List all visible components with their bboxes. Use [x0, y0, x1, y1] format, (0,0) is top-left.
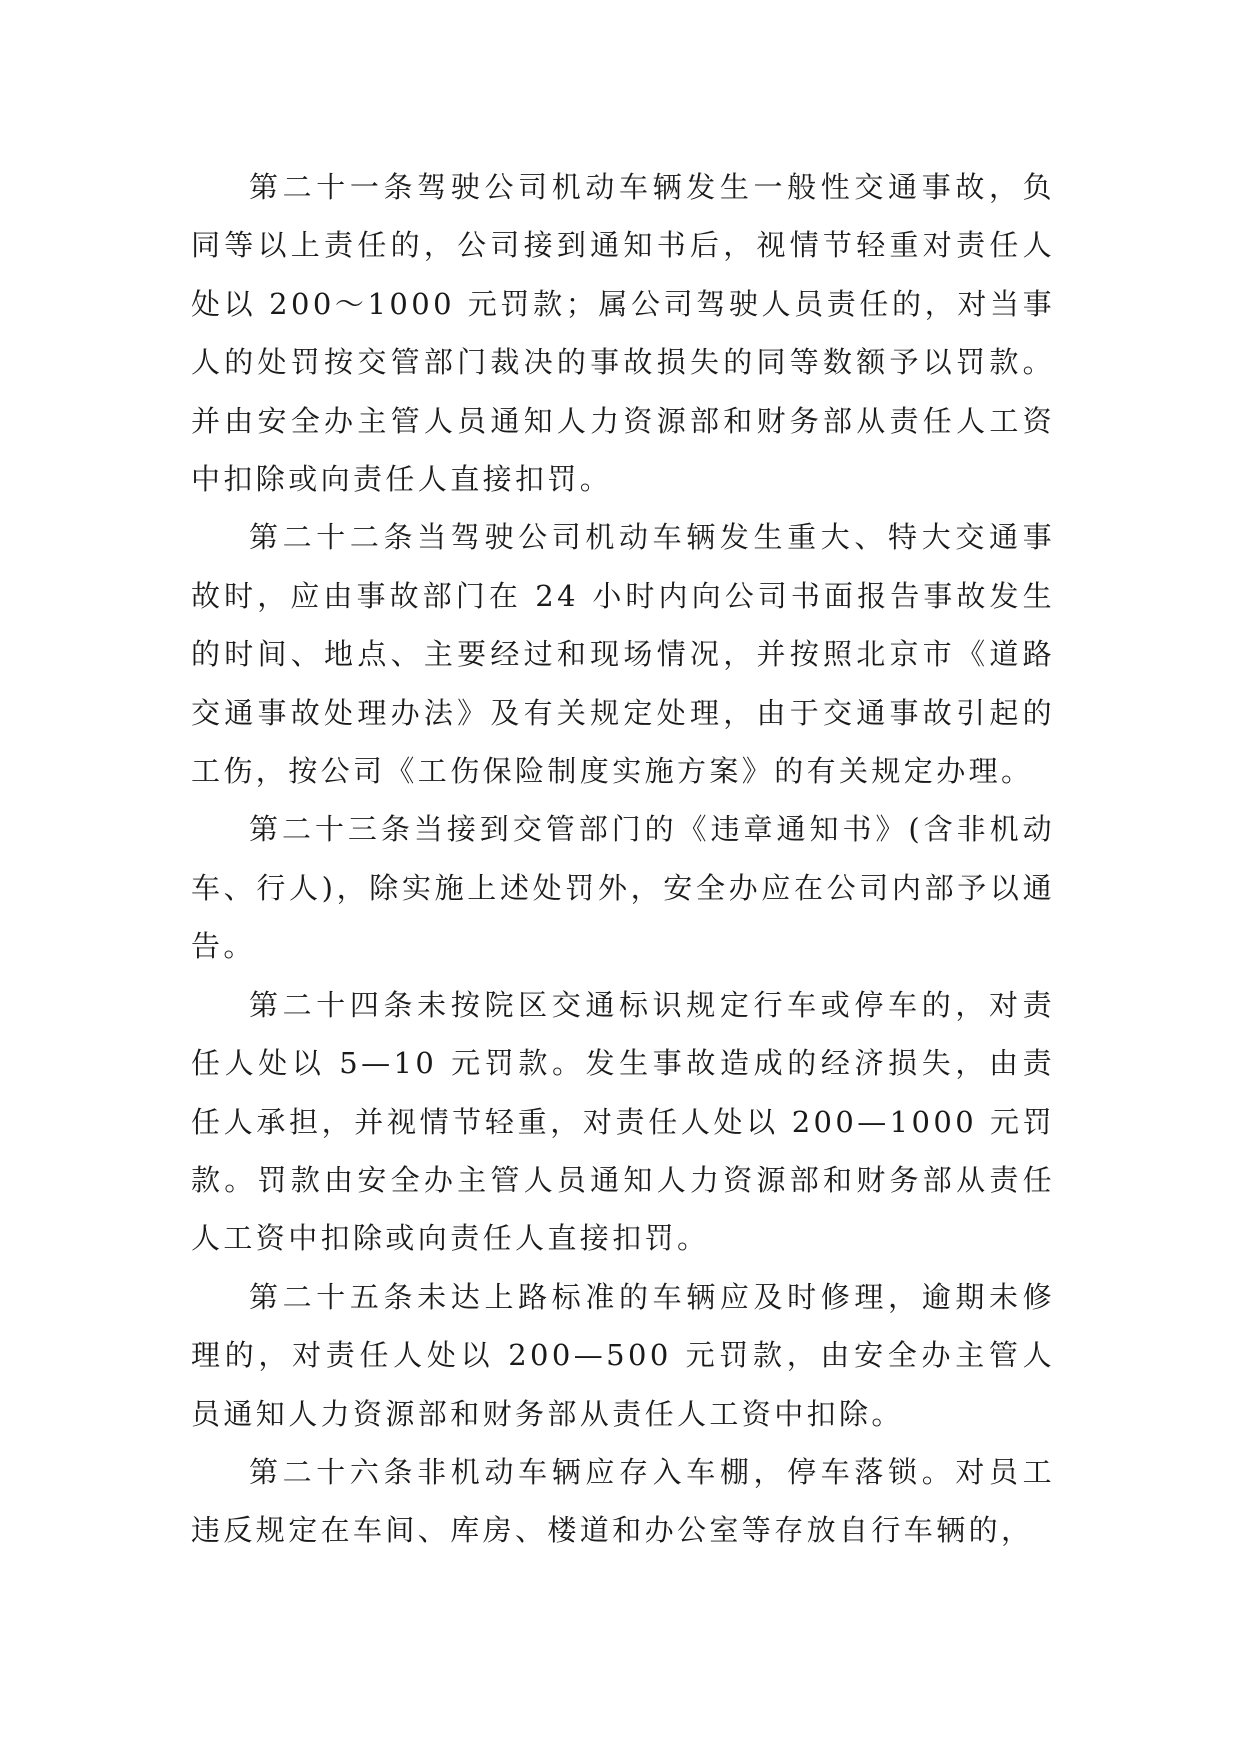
article-25-paragraph: 第二十五条未达上路标准的车辆应及时修理，逾期未修理的，对责任人处以 200—500 元罚款，由安全办主管人员通知人力资源部和财务部从责任人工资中扣除。	[191, 1279, 1055, 1431]
article-21-paragraph: 第二十一条驾驶公司机动车辆发生一般性交通事故，负同等以上责任的，公司接到通知书后，视情节轻重对责任人处以 200～1000 元罚款；属公司驾驶人员责任的，对当事人的处罚按交管部门裁决的事故损失的同等数额予以罚款。并由安全办主管人员通知人力资源部和财务部从责任人工资中扣除或向责任人直接扣罚。	[191, 170, 1055, 497]
document-body	[191, 158, 1055, 1560]
article-24-paragraph: 第二十四条未按院区交通标识规定行车或停车的，对责任人处以 5—10 元罚款。发生事故造成的经济损失，由责任人承担，并视情节轻重，对责任人处以 200—1000 元罚款。罚款由安全办主管人员通知人力资源部和财务部从责任人工资中扣除或向责任人直接扣罚。	[191, 987, 1055, 1256]
article-22-paragraph: 第二十二条当驾驶公司机动车辆发生重大、特大交通事故时，应由事故部门在 24 小时内向公司书面报告事故发生的时间、地点、主要经过和现场情况，并按照北京市《道路交通事故处理办法》及有关规定处理，由于交通事故引起的工伤，按公司《工伤保险制度实施方案》的有关规定办理。	[191, 520, 1055, 789]
article-26-paragraph: 第二十六条非机动车辆应存入车棚，停车落锁。对员工违反规定在车间、库房、楼道和办公室等存放自行车辆的，	[191, 1454, 1055, 1548]
article-23-paragraph: 第二十三条当接到交管部门的《违章通知书》(含非机动车、行人)，除实施上述处罚外，安全办应在公司内部予以通告。	[191, 812, 1055, 964]
